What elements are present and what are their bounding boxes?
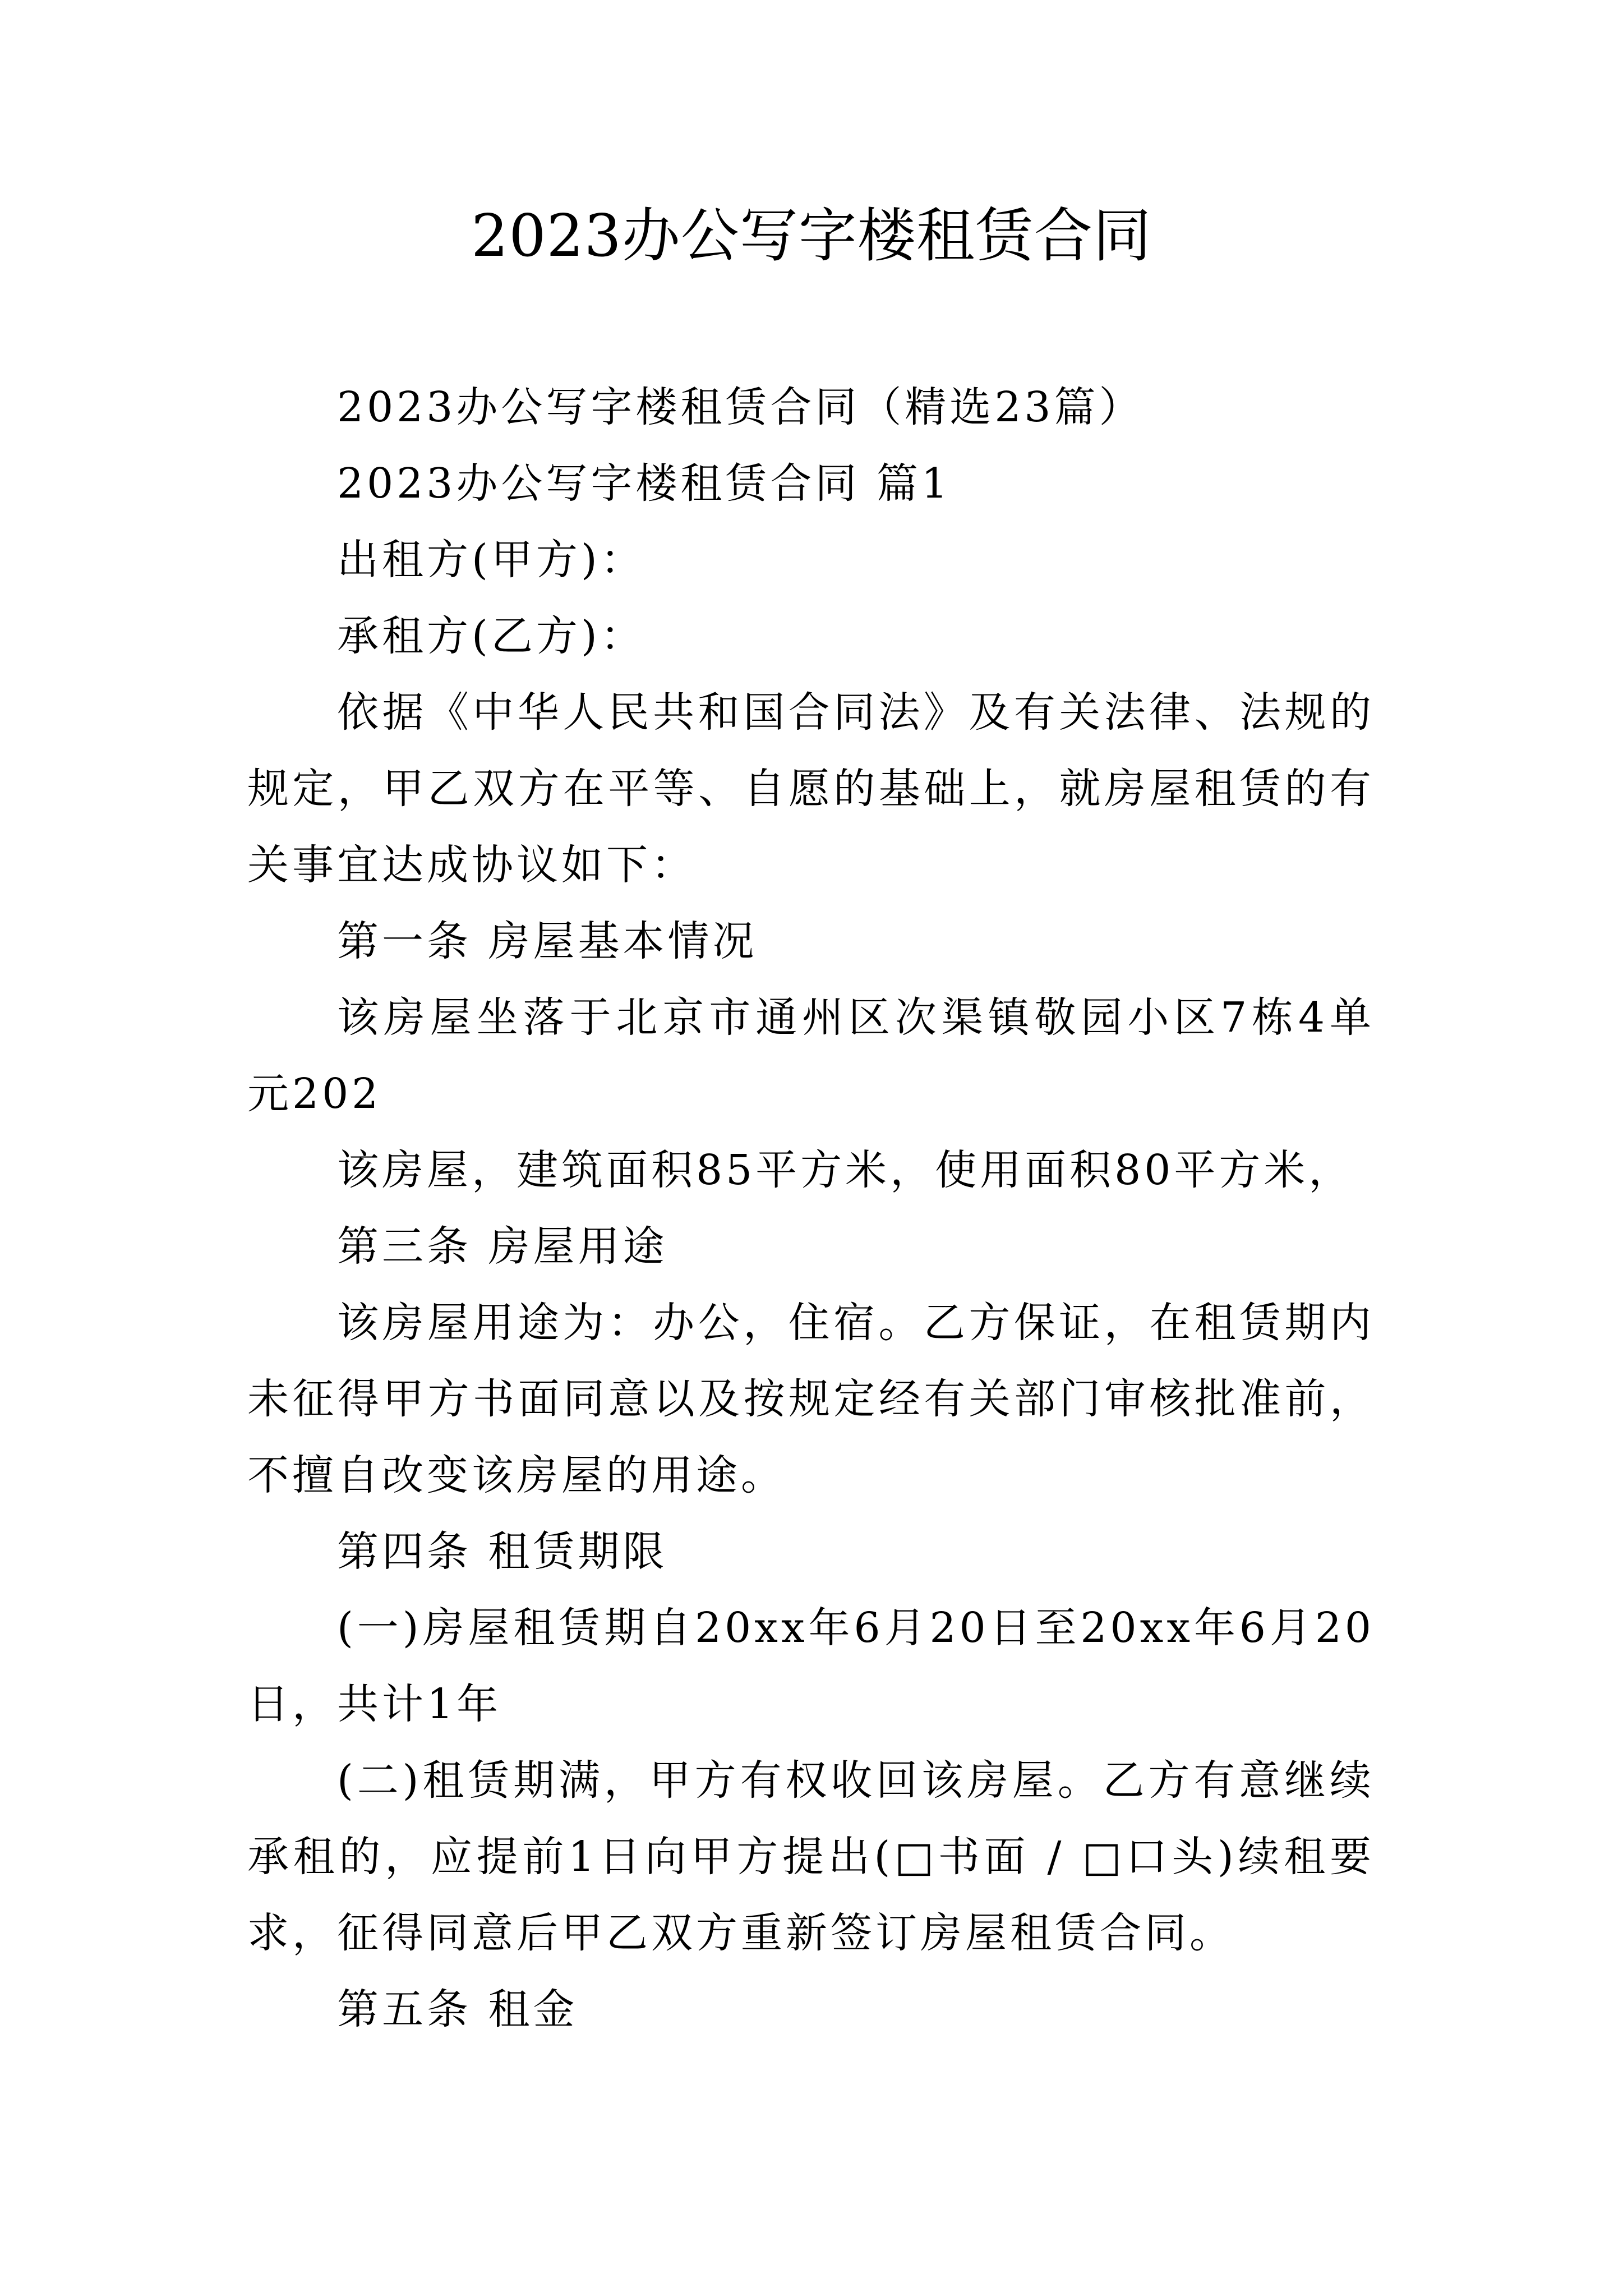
paragraph-article-5-heading: 第五条 租金 bbox=[337, 1985, 578, 2033]
paragraph-article-3-heading: 第三条 房屋用途 bbox=[337, 1222, 668, 1271]
paragraph-property-use: 该房屋用途为：办公，住宿。乙方保证，在租赁期内未征得甲方书面同意以及按规定经有关部门审核批准前，不擅自改变该房屋的用途。 bbox=[247, 1299, 1375, 1499]
paragraph-lease-term: (一)房屋租赁期自20xx年6月20日至20xx年6月20日，共计1年 bbox=[247, 1604, 1375, 1728]
paragraph-preamble: 依据《中华人民共和国合同法》及有关法律、法规的规定，甲乙双方在平等、自愿的基础上，就房屋租赁的有关事宜达成协议如下： bbox=[247, 688, 1375, 889]
document-body bbox=[247, 369, 1375, 2047]
paragraph-article-1-heading: 第一条 房屋基本情况 bbox=[337, 917, 758, 965]
paragraph-property-area: 该房屋，建筑面积85平方米，使用面积80平方米， bbox=[337, 1146, 1354, 1194]
document-title: 2023办公写字楼租赁合同 bbox=[471, 201, 1152, 270]
paragraph-lease-renewal: (二)租赁期满，甲方有权收回该房屋。乙方有意继续承租的，应提前1日向甲方提出(□书面 / □口头)续租要求，征得同意后甲乙双方重新签订房屋租赁合同。 bbox=[247, 1756, 1375, 1957]
paragraph-section-heading: 2023办公写字楼租赁合同 篇1 bbox=[337, 459, 951, 508]
paragraph-article-4-heading: 第四条 租赁期限 bbox=[337, 1527, 668, 1576]
paragraph-subtitle: 2023办公写字楼租赁合同（精选23篇） bbox=[337, 383, 1144, 431]
paragraph-property-location: 该房屋坐落于北京市通州区次渠镇敬园小区7栋4单元202 bbox=[247, 993, 1375, 1118]
paragraph-lessor: 出租方(甲方)： bbox=[337, 536, 645, 584]
paragraph-lessee: 承租方(乙方)： bbox=[337, 612, 645, 660]
